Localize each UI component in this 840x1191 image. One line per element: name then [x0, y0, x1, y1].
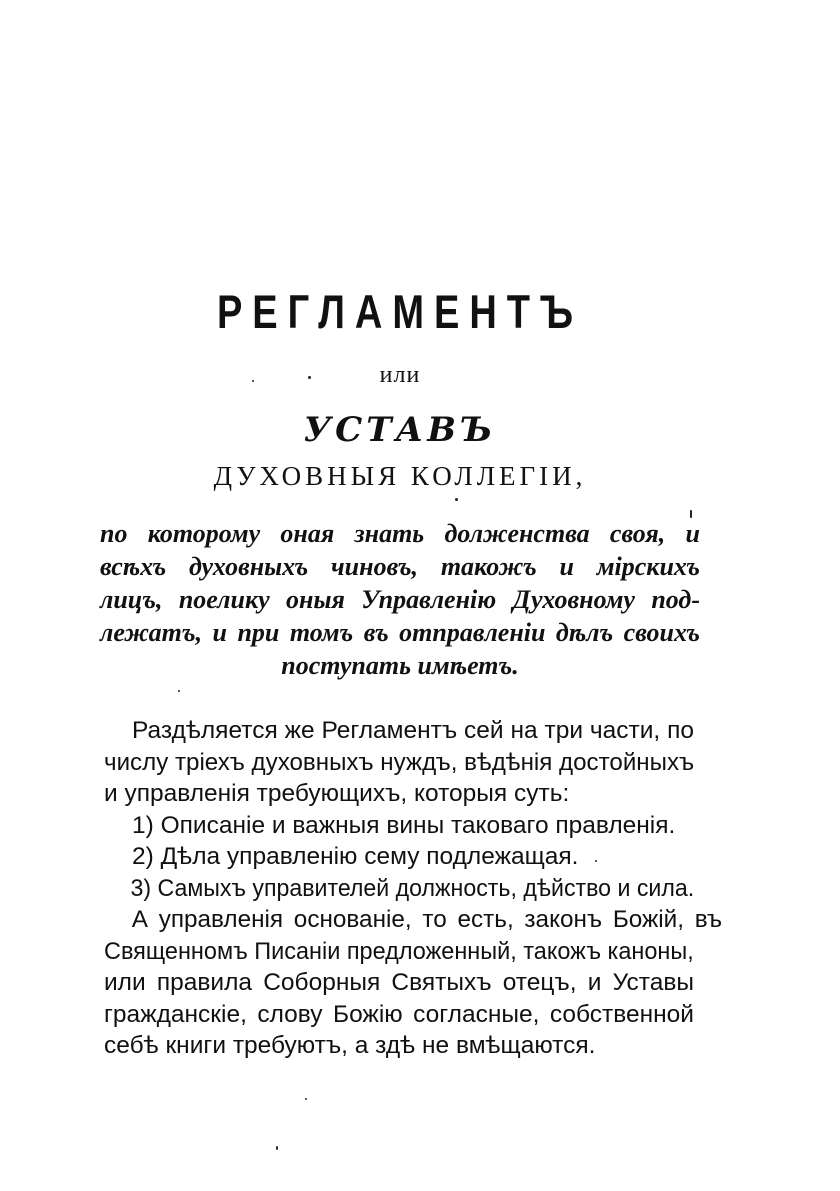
body-paragraph: [104, 715, 723, 1062]
or-conjunction: или: [379, 362, 421, 388]
italic-line: лежатъ, и при томъ въ отправленіи дѣлъ своихъ: [100, 618, 700, 647]
speck: [690, 510, 692, 518]
italic-line: по которому оная знать долженства своя, и: [100, 519, 700, 548]
institution-name: ДУХОВНЫЯ КОЛЛЕГІИ,: [213, 461, 587, 491]
subtitle: УСТАВЪ: [303, 410, 497, 450]
list-item: 1) Описаніе и важныя вины таковаго правленія.: [132, 811, 676, 839]
italic-line: поступать имѣетъ.: [281, 651, 519, 680]
speck: [276, 1146, 278, 1150]
body-line: и управленія требующихъ, которыя суть:: [104, 780, 570, 807]
italic-description: [100, 517, 700, 682]
speck: [305, 1098, 307, 1100]
body-line: А управленія основаніе, то есть, законъ Божій, въ: [131, 906, 723, 933]
list-item: 2) Дѣла управленію сему подлежащая.: [132, 843, 579, 870]
speck: [178, 690, 180, 692]
body-line: гражданскіе, слову Божію согласные, собственной: [104, 1000, 694, 1028]
body-line: числу тріехъ духовныхъ нуждъ, вѣдѣнія достойныхъ: [104, 748, 695, 776]
speck: [252, 380, 254, 382]
italic-line: лицъ, поелику оныя Управленію Духовному под-: [100, 585, 700, 614]
page-title: РЕГЛАМЕНТЪ: [216, 286, 584, 340]
speck: [455, 498, 458, 501]
body-line: Священномъ Писаніи предложенный, такожъ каноны,: [104, 937, 694, 965]
speck: [308, 376, 311, 379]
body-line: себѣ книги требуютъ, а здѣ не вмѣщаются.: [104, 1032, 596, 1059]
speck: [595, 860, 597, 862]
body-line: или правила Соборныя Святыхъ отецъ, и Уставы: [104, 969, 694, 996]
list-item: 3) Самыхъ управителей должность, дѣйство и сила.: [130, 874, 695, 902]
italic-line: всѣхъ духовныхъ чиновъ, такожъ и мірскихъ: [100, 552, 700, 581]
body-line: Раздѣляется же Регламентъ сей на три части, по: [132, 717, 694, 744]
